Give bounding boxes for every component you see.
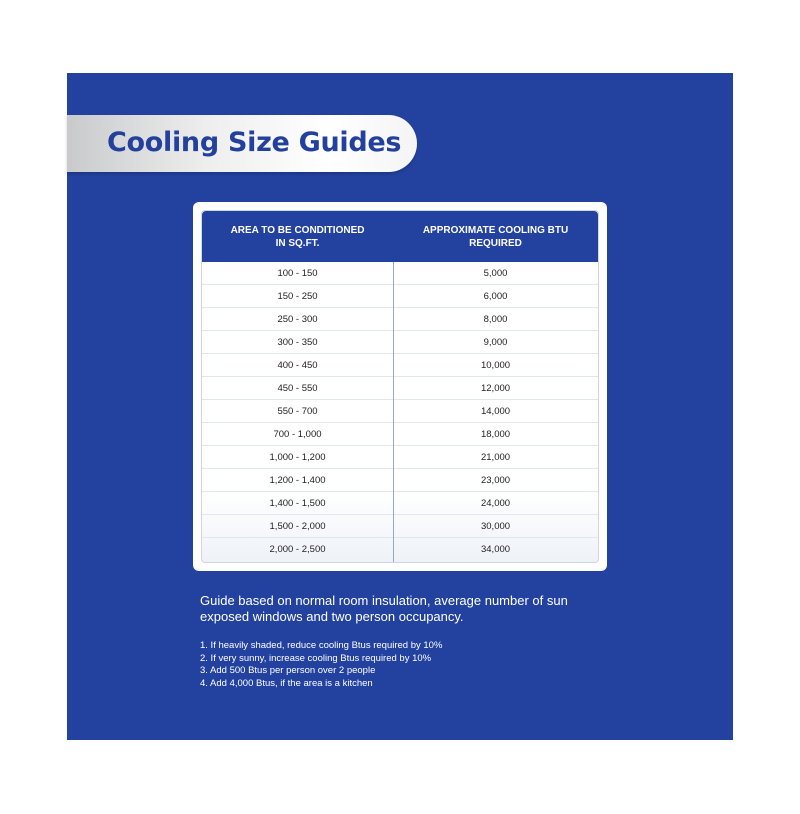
btu-cell: 23,000	[480, 474, 511, 486]
cooling-table	[201, 210, 599, 563]
area-cell: 300 - 350	[277, 336, 318, 348]
area-cell: 100 - 150	[277, 267, 318, 279]
table-header	[202, 211, 598, 262]
table-row	[202, 331, 598, 354]
header-btu-label: APPROXIMATE COOLING BTU REQUIRED	[422, 224, 569, 249]
area-cell: 550 - 700	[277, 405, 318, 417]
btu-cell: 21,000	[480, 451, 511, 463]
btu-cell: 18,000	[480, 428, 511, 440]
table-row	[202, 492, 598, 515]
table-row	[202, 354, 598, 377]
table-row	[202, 469, 598, 492]
area-cell: 1,200 - 1,400	[269, 474, 326, 486]
header-btu	[393, 211, 598, 262]
adjustment-item: 2. If very sunny, increase cooling Btus required by 10%	[200, 652, 432, 664]
area-cell: 1,400 - 1,500	[269, 497, 326, 509]
table-row	[202, 377, 598, 400]
area-cell: 700 - 1,000	[273, 428, 322, 440]
table-body	[202, 262, 598, 561]
table-row	[202, 446, 598, 469]
table-row	[202, 285, 598, 308]
btu-cell: 14,000	[480, 405, 511, 417]
btu-cell: 5,000	[483, 267, 508, 279]
btu-cell: 10,000	[480, 359, 511, 371]
guide-note: Guide based on normal room insulation, average number of sun exposed windows and two person occupancy.	[200, 593, 568, 624]
adjustment-item: 4. Add 4,000 Btus, if the area is a kitchen	[200, 677, 373, 689]
column-divider	[393, 262, 394, 563]
area-cell: 150 - 250	[277, 290, 318, 302]
btu-cell: 34,000	[480, 544, 511, 555]
btu-cell: 8,000	[483, 313, 508, 325]
area-cell: 400 - 450	[277, 359, 318, 371]
header-area-label: AREA TO BE CONDITIONED IN SQ.FT.	[230, 224, 365, 249]
header-area	[202, 211, 393, 262]
cooling-table-card	[193, 202, 607, 571]
table-row	[202, 262, 598, 285]
title-banner	[67, 115, 417, 172]
table-row	[202, 400, 598, 423]
btu-cell: 12,000	[480, 382, 511, 394]
btu-cell: 6,000	[483, 290, 508, 302]
area-cell: 1,000 - 1,200	[269, 451, 326, 463]
btu-cell: 9,000	[483, 336, 508, 348]
adjustment-item: 3. Add 500 Btus per person over 2 people	[200, 665, 376, 676]
btu-cell: 30,000	[480, 520, 511, 532]
area-cell: 250 - 300	[277, 313, 318, 325]
adjustment-item: 1. If heavily shaded, reduce cooling Btus required by 10%	[200, 640, 443, 651]
table-row	[202, 423, 598, 446]
area-cell: 2,000 - 2,500	[269, 544, 326, 555]
area-cell: 450 - 550	[277, 382, 318, 394]
table-row	[202, 515, 598, 538]
btu-cell: 24,000	[480, 497, 511, 509]
table-row	[202, 308, 598, 331]
content-panel	[67, 73, 733, 740]
table-row	[202, 538, 598, 561]
adjustment-notes	[200, 640, 600, 690]
area-cell: 1,500 - 2,000	[269, 520, 326, 532]
page-title: Cooling Size Guides	[107, 127, 402, 158]
